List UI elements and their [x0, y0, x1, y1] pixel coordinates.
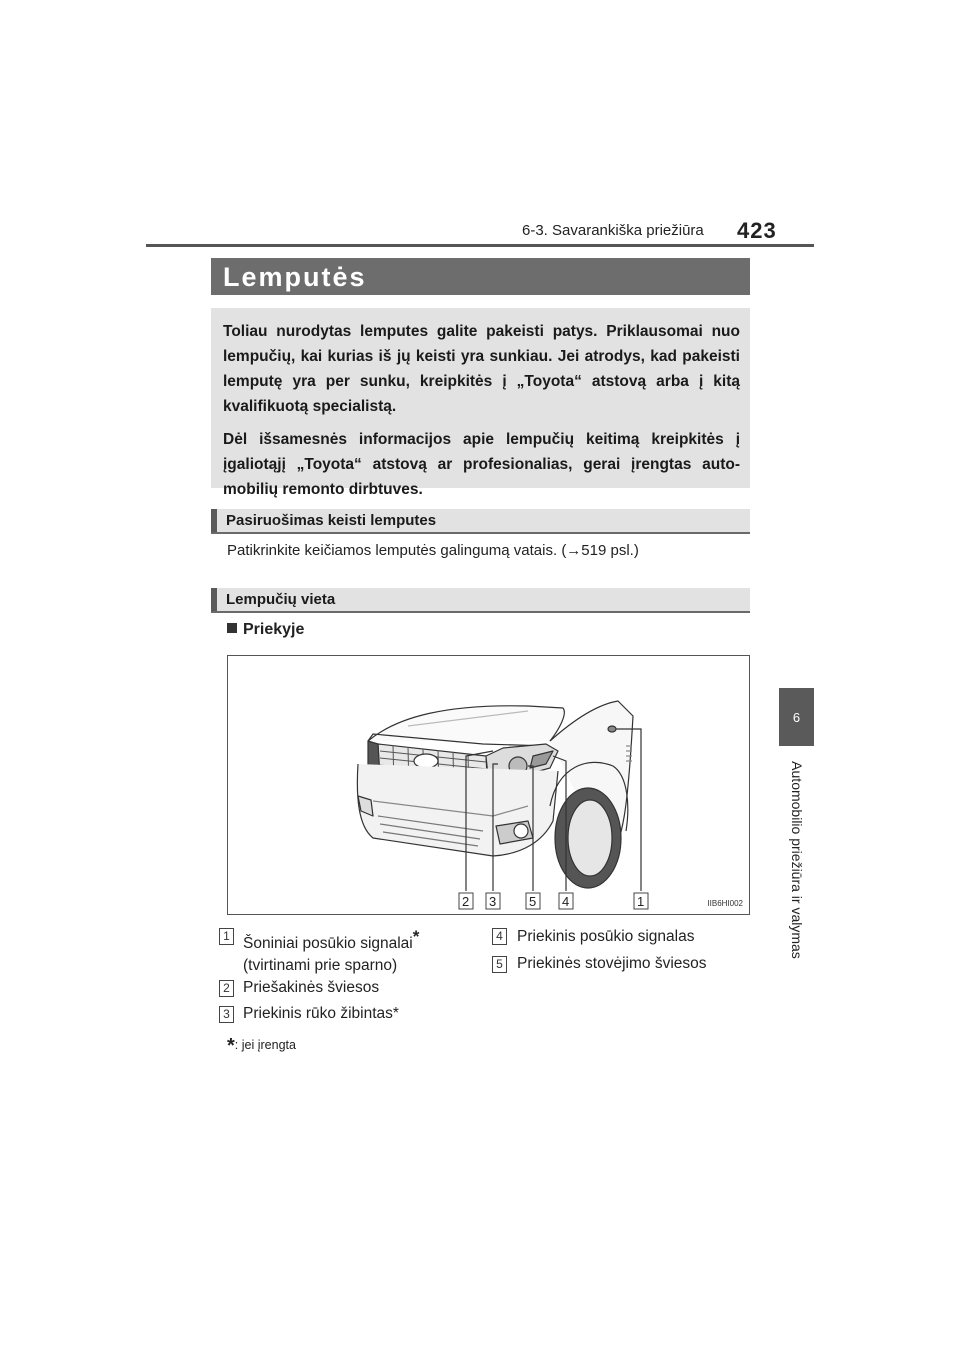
- legend-item-5: Priekinės stovėjimo šviesos: [517, 955, 707, 972]
- footnote-text: : jei įrengta: [234, 1038, 296, 1052]
- legend-item-1: [243, 926, 419, 977]
- front-lights-figure: [227, 655, 750, 915]
- callout-2: 2: [462, 894, 470, 909]
- car-front-illustration: [228, 656, 749, 914]
- chapter-tab[interactable]: [779, 688, 814, 746]
- subheading-front: [227, 621, 304, 639]
- legend-item-2: Priešakinės šviesos: [243, 979, 380, 996]
- heading-bar: [211, 588, 217, 611]
- page-number: 423: [737, 218, 777, 243]
- header-divider: [146, 244, 814, 247]
- preparation-text: Patikrinkite keičiamos lemputės galingumą vatais. (→519 psl.): [227, 542, 639, 559]
- legend-number-3: 3: [219, 1006, 234, 1023]
- section-heading-text: Lempučių vieta: [226, 591, 336, 608]
- subheading-front-text: Priekyje: [243, 621, 305, 638]
- callout-3: 3: [489, 894, 497, 909]
- legend-item-1-subtext: (tvirtinami prie sparno): [243, 957, 398, 974]
- legend-number-4: 4: [492, 928, 507, 945]
- callout-5: 5: [529, 894, 537, 909]
- page-title: Lemputės: [223, 262, 367, 292]
- page-title-band: [211, 258, 750, 295]
- callout-4: 4: [562, 894, 570, 909]
- section-heading-location: [211, 588, 750, 613]
- legend-item-4: Priekinis posūkio signalas: [517, 928, 695, 945]
- chapter-title: [783, 757, 811, 963]
- section-label: 6-3. Savarankiška priežiūra: [522, 222, 704, 239]
- legend-number-2: 2: [219, 980, 234, 997]
- figure-code: IIB6HI002: [707, 899, 743, 908]
- intro-paragraph-1: Toliau nurodytas lemputes galite pakeisti patys. Priklausomai nuo lempučių, kai kurias iš jų keisti yra sunkiau. Jei atrodys, kad pakeisti lemputę yra per sunku, kreipkitės į „Toyota“ atstovą arba į kitą kvalifikuotą specialistą.: [223, 323, 740, 415]
- chapter-title-text: Automobilio priežiūra ir valymas: [789, 761, 805, 959]
- footnote-mark: *: [227, 1035, 235, 1057]
- callout-1: 1: [637, 894, 645, 909]
- asterisk-mark: *: [412, 927, 420, 946]
- legend-item-3: Priekinis rūko žibintas*: [243, 1005, 399, 1022]
- legend-number-1: 1: [219, 928, 234, 945]
- intro-box: [211, 308, 750, 498]
- section-heading-preparation: [211, 509, 750, 534]
- chapter-number: 6: [792, 709, 801, 725]
- legend-item-1-text: Šoniniai posūkio signalai: [243, 935, 413, 952]
- heading-bar: [211, 509, 217, 532]
- legend-number-5: 5: [492, 956, 507, 973]
- square-bullet-icon: [227, 623, 237, 633]
- footnote: [227, 1035, 296, 1058]
- intro-paragraph-2: Dėl išsamesnės informacijos apie lempučių keitimą kreipkitės į įgaliotąjį „Toyota“ atstovą ar profesionalias, gerai įrengtas auto-mobilių remonto dirbtuves.: [223, 431, 740, 498]
- section-heading-text: Pasiruošimas keisti lemputes: [226, 512, 437, 529]
